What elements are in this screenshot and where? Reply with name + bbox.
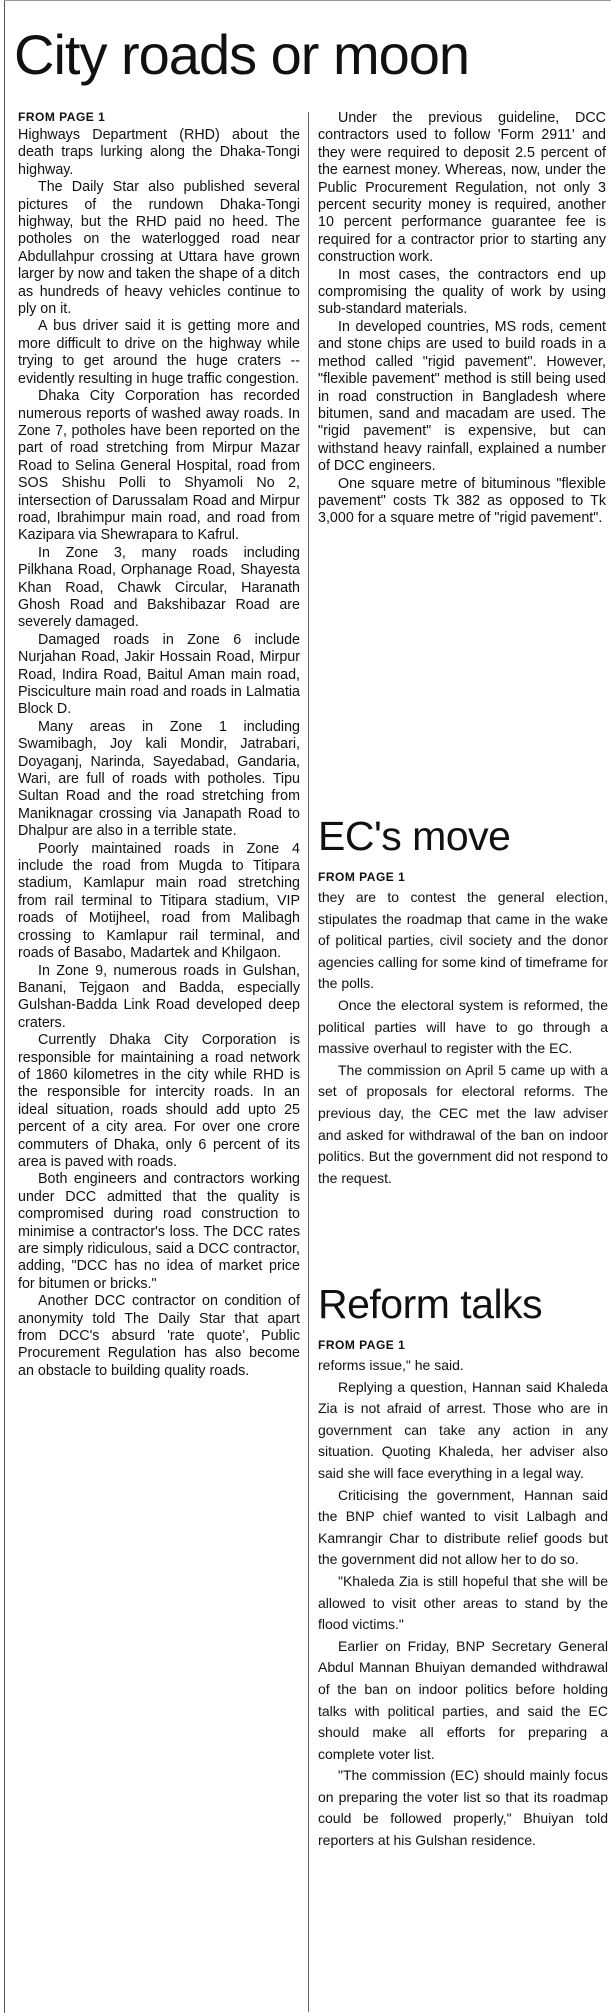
main-story-column-2 (318, 110, 606, 528)
main-headline: City roads or moon (14, 23, 470, 86)
paragraph: Dhaka City Corporation has recorded numerous reports of washed away roads. In Zone 7, potholes have been reported on the part of road stretching from Mirpur Mazar Road to Selina General Hospital, road from SOS Shishu Polli to Shyamoli No 2, intersection of Darussalam Road and Mirpur road, Ibrahimpur main road, and road from Kazipara via Shewrapara to Kafrul. (18, 388, 300, 544)
reform-story-kicker: FROM PAGE 1 (318, 1338, 406, 1352)
paragraph: Replying a question, Hannan said Khaleda Zia is not afraid of arrest. Those who are in government can take any action in any situation. Quoting Khaleda, her adviser also said she will face everything in a legal way. (318, 1378, 608, 1481)
paragraph: In most cases, the contractors end up compromising the quality of work by using sub-standard materials. (318, 266, 606, 318)
paragraph: they are to contest the general election, stipulates the roadmap that came in the wake of political parties, civil society and the donor agencies calling for some kind of timeframe for the polls. (318, 889, 608, 992)
ec-story-column (318, 870, 608, 1189)
paragraph: A bus driver said it is getting more and more difficult to drive on the highway while trying to get around the huge craters -- evidently resulting in huge traffic congestion. (18, 318, 300, 387)
paragraph: One square metre of bituminous "flexible pavement" costs Tk 382 as opposed to Tk 3,000 for a square metre of "rigid pavement". (318, 475, 606, 527)
column-divider (308, 112, 309, 2012)
paragraph: "The commission (EC) should mainly focus on preparing the voter list so that its roadmap could be followed properly," Bhuiyan told reporters at his Gulshan residence. (318, 1767, 608, 1849)
paragraph: Earlier on Friday, BNP Secretary General Abdul Mannan Bhuiyan demanded withdrawal of the ban on indoor politics before holding talks with political parties, and said the EC should make all efforts for preparing a complete voter list. (318, 1637, 608, 1762)
paragraph: Damaged roads in Zone 6 include Nurjahan Road, Jakir Hossain Road, Mirpur Road, Indira Road, Baitul Aman main road, Pisciculture main road and roads in Lalmatia Block D. (18, 631, 300, 718)
page-border-top (4, 0, 611, 1)
paragraph: Criticising the government, Hannan said the BNP chief wanted to visit Lalbagh and Kamrangir Char to distribute relief goods but the government did not allow her to do so. (318, 1486, 608, 1568)
paragraph: Currently Dhaka City Corporation is responsible for maintaining a road network of 1860 kilometres in the city while RHD is the responsible for intercity roads. In an ideal situation, roads should add upto 25 percent of a city area. For over one crore commuters of Dhaka, only 6 percent of its area is paved with roads. (18, 1032, 300, 1170)
paragraph: Many areas in Zone 1 including Swamibagh, Joy kali Mondir, Jatrabari, Doyaganj, Narinda, Sayedabad, Gandaria, Wari, are full of roads with potholes. Tipu Sultan Road and the road stretching from Maniknagar crossing via Janapath Road to Dhalpur are also in a terrible state. (18, 718, 300, 840)
ec-story-kicker: FROM PAGE 1 (318, 870, 406, 884)
paragraph: Another DCC contractor on condition of anonymity told The Daily Star that apart from DCC's absurd 'rate quote', Public Procurement Regulation has also become an obstacle to building quality roads. (18, 1293, 300, 1379)
paragraph: reforms issue," he said. (318, 1357, 464, 1373)
paragraph: In Zone 3, many roads including Pilkhana Road, Orphanage Road, Shayesta Khan Road, Chawk Circular, Haranath Ghosh Road and Bakshibazar Road are severely damaged. (18, 544, 300, 631)
paragraph: The Daily Star also published several pictures of the rundown Dhaka-Tongi highway, but the RHD paid no heed. The potholes on the waterlogged road near Abdullahpur crossing at Uttara have grown larger by now and taken the shape of a ditch as hundreds of heavy vehicles continue to ply on it. (18, 179, 300, 318)
reform-headline: Reform talks (318, 1281, 543, 1327)
paragraph: The commission on April 5 came up with a set of proposals for electoral reforms. The previous day, the CEC met the law adviser and asked for withdrawal of the ban on indoor politics. But the government did not respond to the request. (318, 1061, 608, 1186)
ec-headline: EC's move (318, 813, 511, 859)
page-border-left (4, 0, 5, 2013)
reform-story-column (318, 1338, 608, 1852)
paragraph: Once the electoral system is reformed, the political parties will have to go through a massive overhaul to register with the EC. (318, 996, 608, 1057)
paragraph: Highways Department (RHD) about the death traps lurking along the Dhaka-Tongi highway. (18, 127, 300, 178)
paragraph: In Zone 9, numerous roads in Gulshan, Banani, Tejgaon and Badda, especially Gulshan-Badda Link Road developed deep craters. (18, 962, 300, 1031)
paragraph: Both engineers and contractors working under DCC admitted that the quality is compromised during road construction to minimise a contractor's loss. The DCC rates are simply ridiculous, said a DCC contractor, adding, "DCC has no idea of market price for bitumen or bricks." (18, 1171, 300, 1292)
main-story-kicker: FROM PAGE 1 (18, 110, 106, 124)
paragraph: Poorly maintained roads in Zone 4 include the road from Mugda to Titipara stadium, Kamlapur main road stretching from rail terminal to Titipara stadium, VIP roads of Motijheel, road from Malibagh crossing to Kamlapur rail terminal, and roads of Basabo, Madartek and Khilgaon. (18, 840, 300, 962)
paragraph: Under the previous guideline, DCC contractors used to follow 'Form 2911' and they were required to deposit 2.5 percent of the earnest money. Whereas, now, under the Public Procurement Regulation, not only 3 percent security money is required, another 10 percent performance guarantee fee is required for a contractor prior to starting any construction work. (318, 110, 606, 266)
paragraph: In developed countries, MS rods, cement and stone chips are used to build roads in a method called "rigid pavement". However, "flexible pavement" method is still being used in road construction in Bangladesh where bitumen, sand and macadam are used. The "rigid pavement" is expensive, but can withstand heavy rainfall, explained a number of DCC engineers. (318, 318, 606, 475)
paragraph: "Khaleda Zia is still hopeful that she will be allowed to visit other areas to stand by the flood victims." (318, 1572, 608, 1633)
main-story-column-1 (18, 110, 300, 1380)
